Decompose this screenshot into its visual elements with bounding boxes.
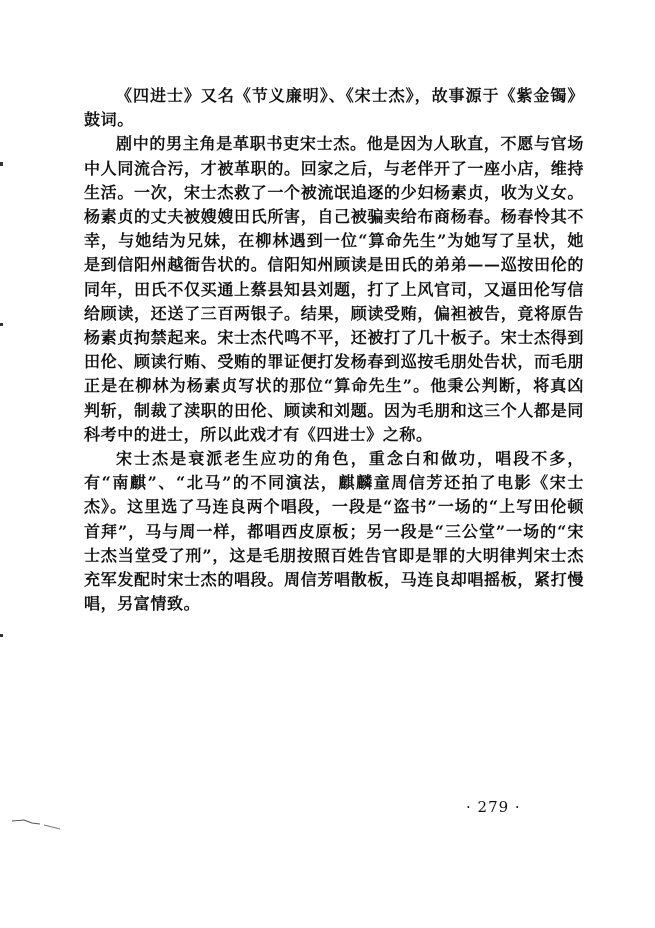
scan-artifact-mark bbox=[0, 323, 3, 326]
scan-artifact-mark bbox=[0, 634, 3, 637]
pencil-scribble-mark bbox=[10, 815, 70, 835]
page-number: · 279 · bbox=[466, 798, 521, 816]
paragraph-intro: 《四进士》又名《节义廉明》、《宋士杰》，故事源于《紫金镯》鼓词。 bbox=[84, 86, 584, 130]
body-text bbox=[84, 84, 584, 616]
paragraph-performance: 宋士杰是衰派老生应功的角色，重念白和做功，唱段不多，有“南麒”、“北马”的不同演法，麒麟童周信芳还拍了电影《宋士杰》。这里选了马连良两个唱段，一段是“盗书”一场的“上写田伦顿首拜”，马与周一样，都唱西皮原板；另一段是“三公堂”一场的“宋士杰当堂受了刑”，这是毛朋按照百姓告官即是罪的大明律判宋士杰充军发配时宋士杰的唱段。周信芳唱散板，马连良却唱摇板，紧打慢唱，另富情致。 bbox=[84, 449, 584, 614]
paragraph-plot: 剧中的男主角是革职书吏宋士杰。他是因为人耿直，不愿与官场中人同流合污，才被革职的。回家之后，与老伴开了一座小店，维持生活。一次，宋士杰救了一个被流氓追逐的少妇杨素贞，收为义女。杨素贞的丈夫被嫂嫂田氏所害，自己被骗卖给布商杨春。杨春怜其不幸，与她结为兄妹，在柳林遇到一位“算命先生”为她写了呈状，她是到信阳州越衙告状的。信阳知州顾读是田氏的弟弟——巡按田伦的同年，田氏不仅买通上蔡县知县刘题，打了上风官司，又逼田伦写信给顾读，还送了三百两银子。结果，顾读受贿，偏袒被告，竟将原告杨素贞拘禁起来。宋士杰代鸣不平，还被打了几十板子。宋士杰得到田伦、顾读行贿、受贿的罪证便打发杨春到巡按毛朋处告状，而毛朋正是在柳林为杨素贞写状的那位“算命先生”。他秉公判断，将真凶判斩，制裁了渎职的田伦、顾读和刘题。因为毛朋和这三个人都是同科考中的进士，所以此戏才有《四进士》之称。 bbox=[84, 134, 584, 444]
scan-artifact-mark bbox=[0, 162, 3, 166]
